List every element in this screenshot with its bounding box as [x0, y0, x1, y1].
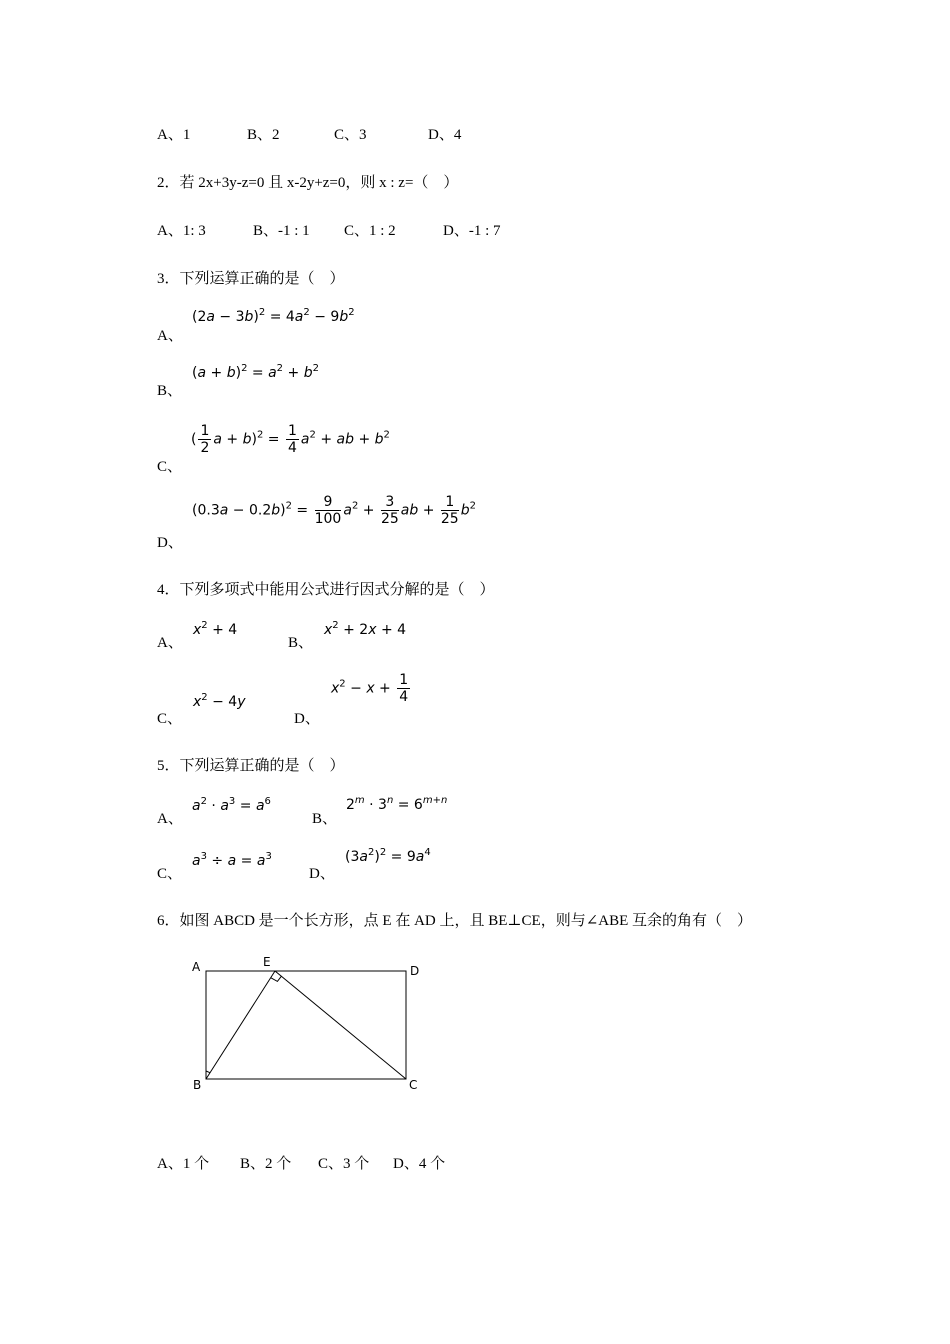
q2-option-c: C、1 : 2	[344, 223, 396, 239]
q3-label-a: A、	[157, 328, 183, 344]
q6-option-d: D、4 个	[393, 1156, 446, 1172]
q2-option-d: D、-1 : 7	[443, 223, 501, 239]
segment-be	[206, 971, 275, 1079]
q2-stem: 2．若 2x+3y-z=0 且 x-2y+z=0，则 x : z=（ ）	[157, 175, 459, 191]
q5-formula-b: $2^m \cdot 3^n = 6^{m+n}$	[346, 795, 448, 813]
q3-label-d: D、	[157, 535, 183, 551]
q4-formula-c: $x^2 - 4y$	[193, 692, 246, 710]
q4-formula-a: $x^2 + 4$	[193, 620, 238, 638]
q6-option-c: C、3 个	[318, 1156, 370, 1172]
right-angle-mark-e	[271, 976, 282, 982]
q3-formula-b: $(a + b)^2 = a^2 + b^2$	[192, 363, 319, 381]
q3-label-c: C、	[157, 459, 183, 475]
q6-option-a: A、1 个	[157, 1156, 210, 1172]
angle-mark-b	[206, 1071, 210, 1073]
q4-stem: 4．下列多项式中能用公式进行因式分解的是（ ）	[157, 582, 495, 598]
vertex-label-a: A	[192, 960, 201, 974]
q5-label-c: C、	[157, 866, 183, 882]
rectangle-abcd	[206, 971, 406, 1079]
q5-label-b: B、	[312, 811, 338, 827]
q1-option-c: C、3	[334, 127, 367, 143]
q6-option-b: B、2 个	[240, 1156, 292, 1172]
q4-formula-d: $x^2 - x$ + $\frac{1}{4}$	[331, 672, 409, 705]
q4-formula-b: $x^2 + 2x + 4$	[324, 620, 407, 638]
q5-formula-a: $a^2 \cdot a^3 = a^6$	[192, 796, 271, 814]
q1-option-d: D、4	[428, 127, 462, 143]
q4-label-b: B、	[288, 635, 314, 651]
rectangle-figure	[185, 950, 425, 1095]
q2-option-b: B、-1 : 1	[253, 223, 310, 239]
q3-formula-c: ( $\frac{1}{2}$ a + b)$^2$ = $\frac{1}{4}$ $a^2$ + ab + $b^2$	[191, 423, 390, 456]
q3-formula-d: $(0.3a - 0.2b)^2$ = $\frac{9}{100}$ $a^2$ + $\frac{3}{25}$ ab + $\frac{1}{25}$ $b^2$	[192, 494, 476, 527]
vertex-label-d: D	[410, 964, 420, 978]
vertex-label-c: C	[409, 1078, 418, 1092]
q6-stem: 6．如图 ABCD 是一个长方形，点 E 在 AD 上，且 BE⊥CE，则与∠ABE 互余的角有（ ）	[157, 913, 753, 929]
q3-formula-a: $(2a - 3b)^2 = 4a^2 - 9b^2$	[192, 307, 355, 325]
q5-formula-c: $a^3 \div a = a^3$	[192, 851, 272, 869]
q5-label-d: D、	[309, 866, 335, 882]
q1-option-a: A、1	[157, 127, 191, 143]
segment-ce	[275, 971, 406, 1079]
q3-label-b: B、	[157, 383, 183, 399]
q5-formula-d: $(3a^2)^2 = 9a^4$	[345, 847, 431, 865]
q1-option-b: B、2	[247, 127, 280, 143]
q4-label-d: D、	[294, 711, 320, 727]
q4-label-c: C、	[157, 711, 183, 727]
vertex-label-e: E	[263, 955, 271, 969]
q2-option-a: A、1: 3	[157, 223, 206, 239]
q4-label-a: A、	[157, 635, 183, 651]
q5-label-a: A、	[157, 811, 183, 827]
q5-stem: 5．下列运算正确的是（ ）	[157, 758, 345, 774]
q3-stem: 3．下列运算正确的是（ ）	[157, 271, 345, 287]
vertex-label-b: B	[193, 1078, 202, 1092]
